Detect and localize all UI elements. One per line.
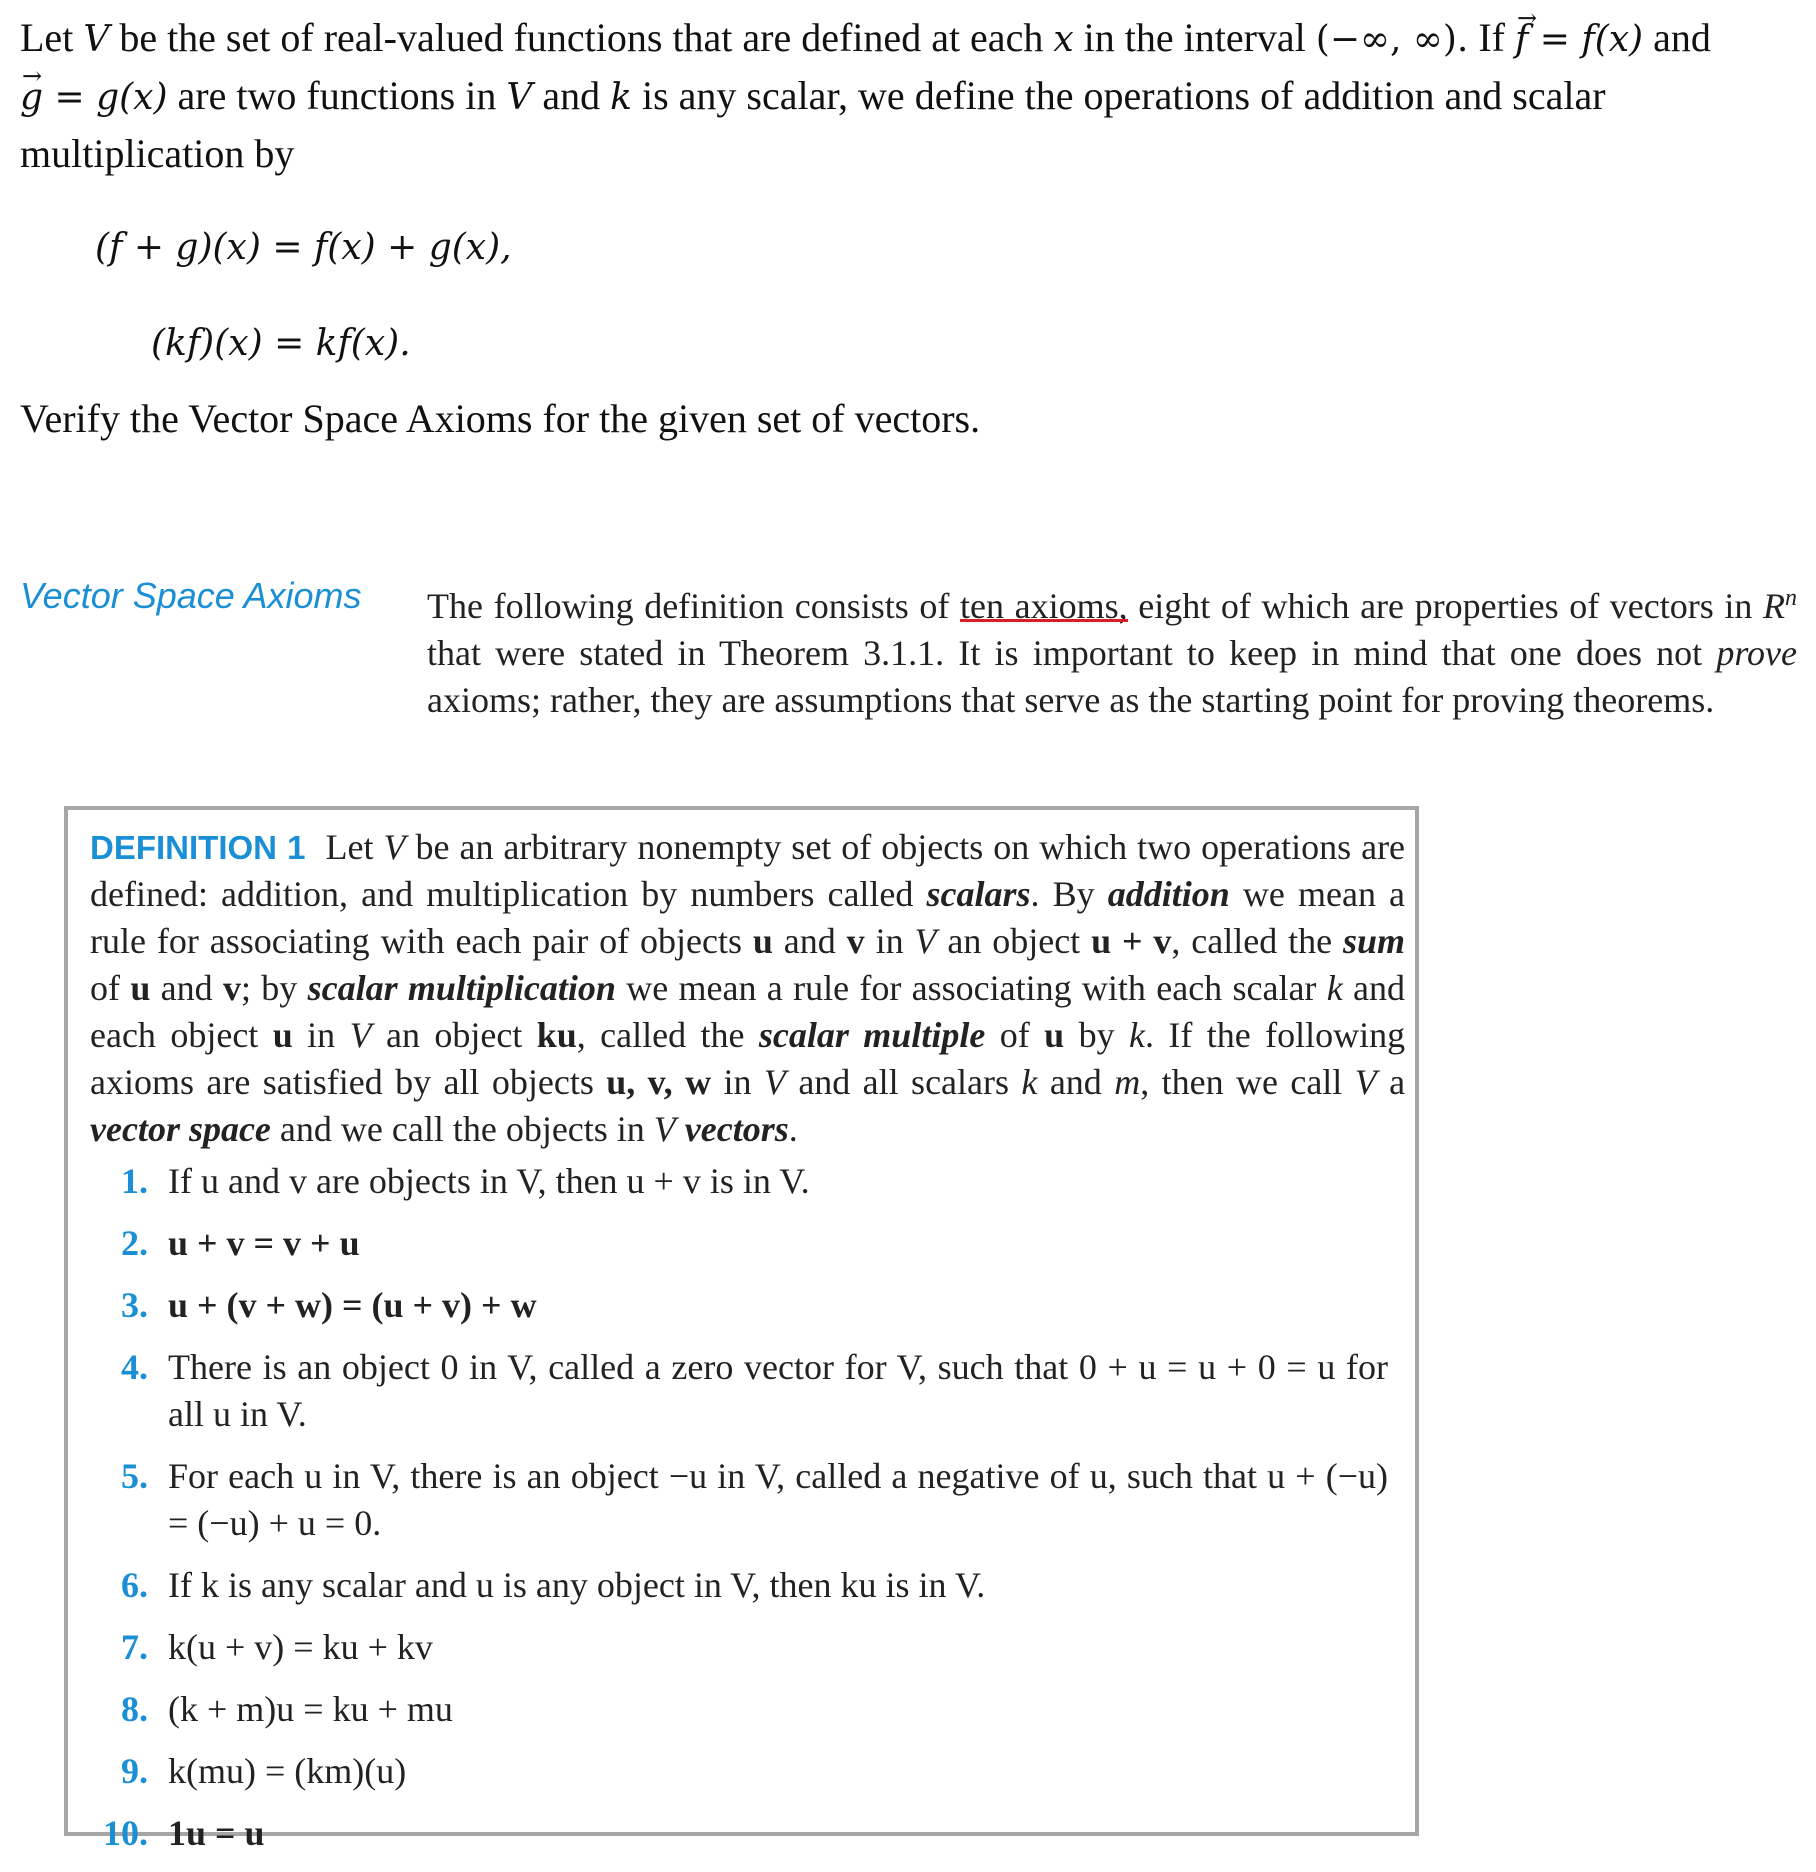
axiom-list (68, 1158, 1408, 1872)
axiom-text: u + v = v + u (168, 1223, 360, 1263)
text-run: Let (325, 827, 374, 867)
text-run: in (875, 921, 904, 961)
axiom-item (68, 1453, 1408, 1547)
text-run: by (1078, 1015, 1115, 1055)
math-k: k (1128, 1015, 1145, 1055)
scalar-multiplication-equation: (kf)(x) = kf(x). (151, 323, 411, 364)
math-V: V (763, 1062, 786, 1102)
text-run: an object (385, 1015, 523, 1055)
text-run: . If the following axioms are satisfied by all objects (90, 1015, 1406, 1102)
axiom-number: 4. (121, 1347, 148, 1387)
problem-statement (20, 10, 1800, 182)
vector-u-plus-v: u + v (1091, 921, 1172, 961)
math-k: k (1021, 1062, 1038, 1102)
axiom-text: For each u in V, there is an object −u in V, called a negative of u, such that u + (−u) = (−u) + u = 0. (168, 1456, 1388, 1543)
text-run: , then we call (1140, 1062, 1343, 1102)
text-run: a (1389, 1062, 1406, 1102)
text-run: an object (947, 921, 1081, 961)
text-run: and each object (90, 968, 1406, 1055)
text-run: and (160, 968, 213, 1008)
axiom-text: k(mu) = (km)(u) (168, 1751, 407, 1791)
axiom-text: u + (v + w) = (u + v) + w (168, 1285, 537, 1325)
math-k: k (1326, 968, 1343, 1008)
text-run: be the set of real-valued functions that are defined at each (119, 15, 1044, 60)
math-n-superscript: n (1785, 585, 1798, 611)
axiom-text: k(u + v) = ku + kv (168, 1627, 433, 1667)
axiom-text: (k + m)u = ku + mu (168, 1689, 453, 1729)
text-run: and (1049, 1062, 1102, 1102)
text-run: , called the (1171, 921, 1333, 961)
definition-equations (95, 200, 512, 392)
problem-paragraph (20, 10, 1800, 182)
verify-instruction: Verify the Vector Space Axioms for the given set of vectors. (20, 396, 981, 441)
axiom-item (68, 1562, 1408, 1609)
text-run-italic: prove (1716, 633, 1798, 673)
text-run: If (1478, 15, 1505, 60)
definition-paragraph (90, 824, 1405, 1153)
definition-label: DEFINITION 1 (90, 829, 306, 866)
axiom-number: 1. (121, 1161, 148, 1201)
text-run: Let (20, 15, 74, 60)
axiom-text: If k is any scalar and u is any object in V, then ku is in V. (168, 1565, 986, 1605)
axiom-number: 9. (121, 1751, 148, 1791)
axiom-item (68, 1282, 1408, 1329)
text-run: we mean a rule for associating with each scalar (626, 968, 1317, 1008)
text-run: of (90, 968, 120, 1008)
math-g-definition: → g = g(x) (20, 70, 168, 126)
math-V: V (653, 1109, 676, 1149)
text-run: . By (1030, 874, 1095, 914)
text-run: in (307, 1015, 336, 1055)
text-run: . (788, 1109, 798, 1149)
axiom-text: If u and v are objects in V, then u + v is in V. (168, 1161, 810, 1201)
term-sum: sum (1342, 921, 1406, 961)
vector-u: u (752, 921, 773, 961)
axiom-item (68, 1158, 1408, 1205)
text-run: we mean a rule for associating with each pair of objects (90, 874, 1406, 961)
term-addition: addition (1107, 874, 1230, 914)
term-scalar-multiple: scalar multiple (758, 1015, 986, 1055)
math-V: V (349, 1015, 372, 1055)
term-vectors: vectors (684, 1109, 789, 1149)
definition-box (64, 806, 1419, 1853)
axiom-number: 7. (121, 1627, 148, 1667)
text-run: and we call the objects in (279, 1109, 645, 1149)
text-run: be an arbitrary nonempty set of objects on which two operations are defined: addition, and multiplication by numbers called (90, 827, 1406, 914)
math-x: x (1053, 19, 1074, 60)
addition-equation: (f + g)(x) = f(x) + g(x), (95, 227, 512, 268)
axiom-number: 6. (121, 1565, 148, 1605)
text-run: The following definition consists of (427, 586, 950, 626)
vector-ku: ku (536, 1015, 577, 1055)
math-k: k (610, 77, 632, 118)
axiom-number: 8. (121, 1689, 148, 1729)
text-run: that were stated in Theorem 3.1.1. It is important to keep in mind that one does not (427, 633, 1703, 673)
vector-v: v (846, 921, 865, 961)
text-run: and (783, 921, 836, 961)
axiom-item (68, 1344, 1408, 1438)
section-margin-label: Vector Space Axioms (20, 575, 362, 616)
text-run: , called the (576, 1015, 745, 1055)
axiom-number: 3. (121, 1285, 148, 1325)
vectors-u-v-w: u, v, w (606, 1062, 712, 1102)
axiom-number: 2. (121, 1223, 148, 1263)
axiom-number: 5. (121, 1456, 148, 1496)
text-run: is any scalar, we define the operations of addition and scalar multiplication by (20, 73, 1606, 176)
math-V: V (914, 921, 937, 961)
term-vector-space: vector space (90, 1109, 271, 1149)
math-interval: (−∞, ∞). (1315, 19, 1469, 60)
axiom-item (68, 1624, 1408, 1671)
text-run: eight of which are properties of vectors in (1138, 586, 1753, 626)
text-run: axioms; rather, they are assumptions that serve as the starting point for proving theorems. (427, 680, 1715, 720)
spellcheck-underlined-text: ten axioms, (960, 586, 1128, 626)
axiom-item (68, 1810, 1408, 1857)
vector-u: u (272, 1015, 293, 1055)
axiom-text: There is an object 0 in V, called a zero vector for V, such that 0 + u = u + 0 = u for all u in V. (168, 1347, 1388, 1434)
math-m: m (1114, 1062, 1141, 1102)
math-f-definition: → f = f(x) (1515, 12, 1643, 68)
math-V: V (383, 827, 406, 867)
axiom-item (68, 1748, 1408, 1795)
text-run: are two functions in (177, 73, 497, 118)
axiom-text: 1u = u (168, 1813, 265, 1853)
vector-u: u (130, 968, 151, 1008)
text-run: and (1653, 15, 1711, 60)
axiom-item (68, 1220, 1408, 1267)
text-run: in the interval (1083, 15, 1306, 60)
text-run: of (999, 1015, 1030, 1055)
text-run: and all scalars (798, 1062, 1010, 1102)
math-V: V (1354, 1062, 1377, 1102)
math-V: V (506, 77, 533, 118)
vector-u: u (1044, 1015, 1065, 1055)
term-scalar-multiplication: scalar multiplication (307, 968, 616, 1008)
axiom-number: 10. (103, 1813, 148, 1853)
text-run: and (542, 73, 601, 118)
text-run: in (723, 1062, 752, 1102)
axiom-item (68, 1686, 1408, 1733)
term-scalars: scalars (926, 874, 1031, 914)
vector-v: v (222, 968, 241, 1008)
math-R: R (1763, 586, 1786, 626)
section-intro-text (427, 575, 1797, 724)
math-V: V (83, 19, 110, 60)
text-run: ; by (240, 968, 298, 1008)
